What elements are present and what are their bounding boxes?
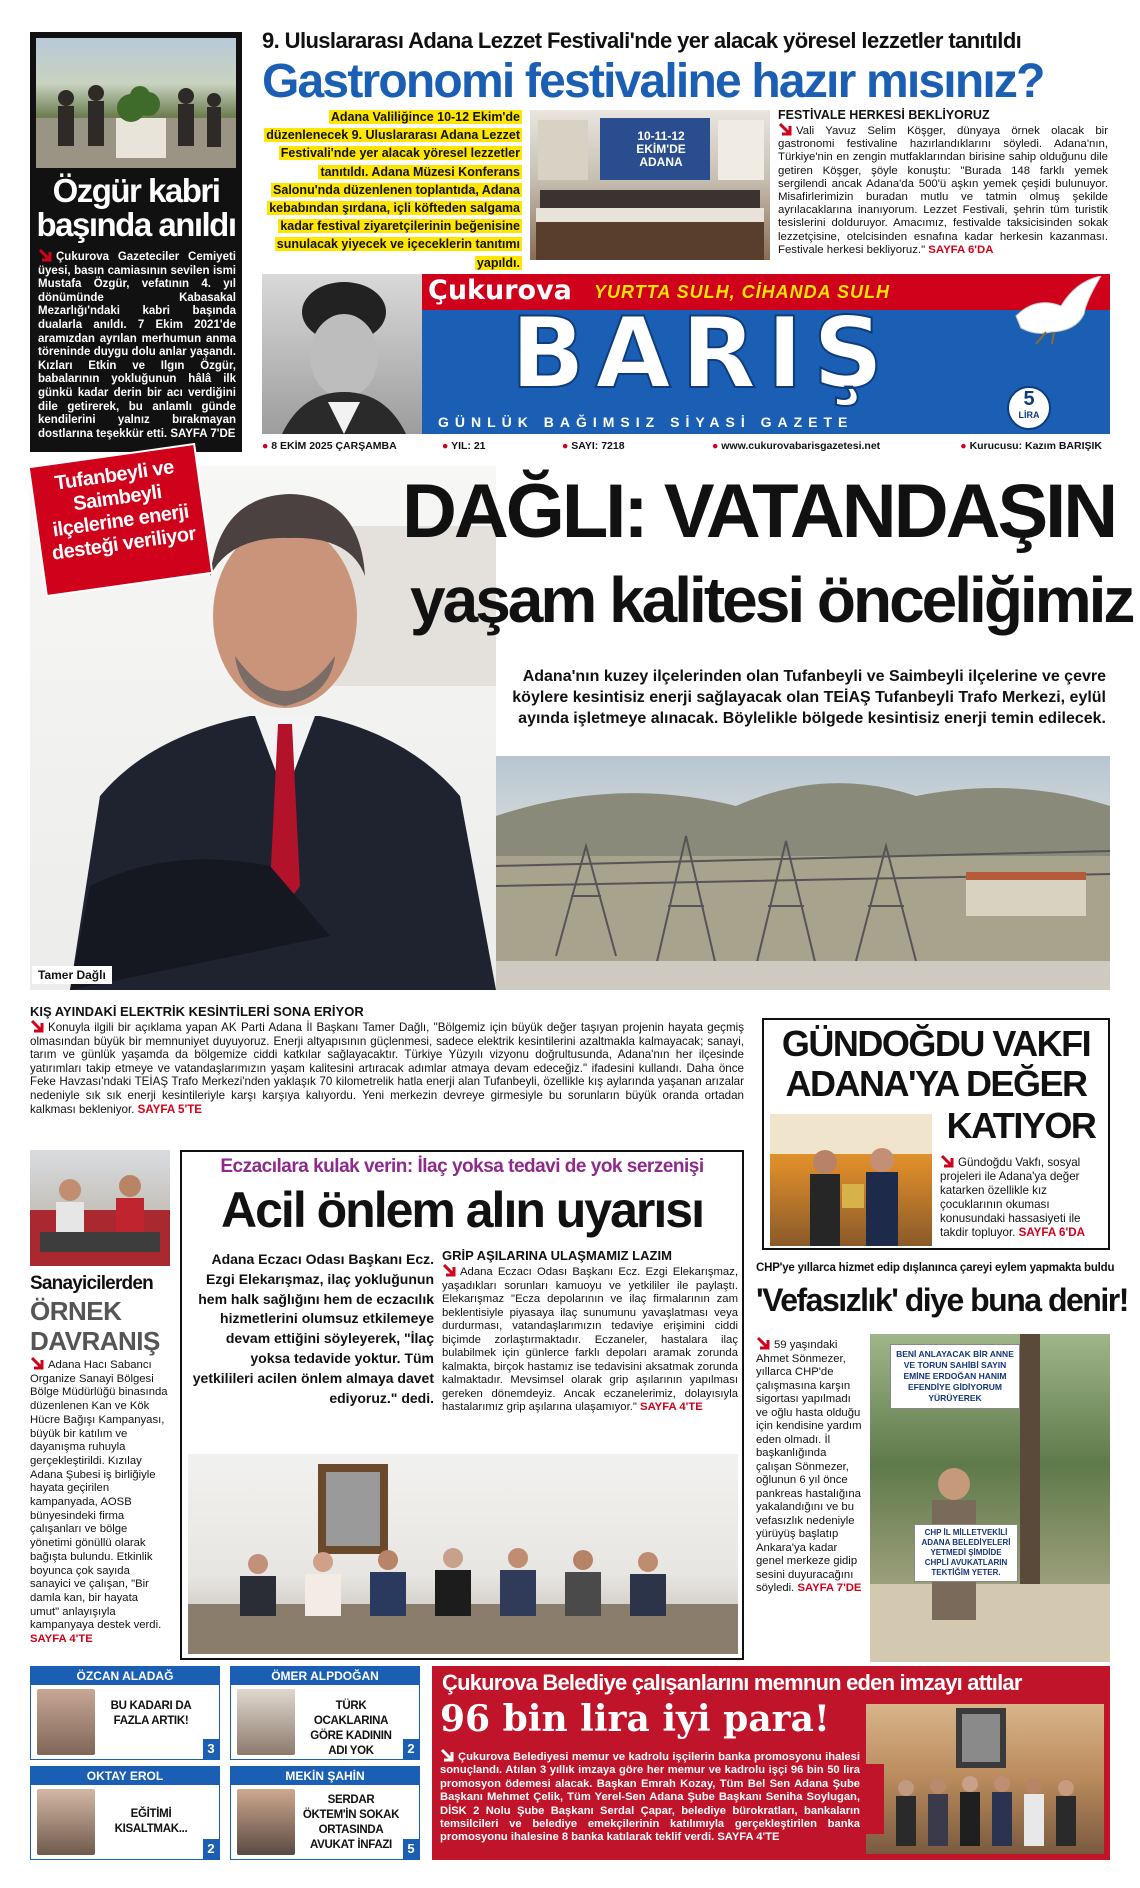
festival-kicker: 9. Uluslararası Adana Lezzet Festivali'nde yer alacak yöresel lezzetler tanıtıldı — [262, 28, 1022, 53]
belediye-photo — [866, 1704, 1104, 1854]
column-card[interactable] — [30, 1766, 220, 1860]
substation-photo — [496, 756, 1110, 990]
eczaci-text: GRİP AŞILARINA ULAŞMAMIZ LAZIM Adana Eczacı Odası Başkanı Ecz. Ezgi Elekarışmaz, yaşadıkları sorunları kamuoyu ve yetkililer ile paylaştı. Elekarışmaz "Ecza depolarının ve ilaç firmalarının zam beklentisiyle piyasaya ilaç sunumunu yavaşlatması veya durdurması, vatandaşlarımızın tedaviye erişimini ciddi biçimde zorlaştırmaktadır. Eczaneler, hastalara ilaç bulabilmek için günlerce farklı depoları aramak zorunda kalmakta, birçok hastamız ise tedavisini aksatmak zorunda kalmaktadır. Mevsimsel olarak grip aşılarının yapılması gereken dönemdeyiz. Ancak eczanelerimiz, dolayısıyla hastalarımız grip aşılarına ulaşamıyor." SAYFA 4'TE — [442, 1248, 738, 1413]
column-title: SERDAR ÖKTEM'İN SOKAK ORTASINDA AVUKAT İNFAZI — [302, 1794, 400, 1851]
sanayi-title2: ÖRNEK — [30, 1296, 122, 1326]
price-unit: LİRA — [1018, 410, 1040, 420]
belediye-kicker: Çukurova Belediye çalışanlarını memnun eden imzayı attılar — [442, 1670, 1022, 1695]
avatar — [37, 1689, 95, 1755]
column-page: 2 — [203, 1839, 219, 1859]
price-value: 5 — [1023, 388, 1035, 410]
festival-headline: Gastronomi festivaline hazır mısınız? — [262, 55, 1044, 108]
main-headline2: yaşam kalitesi önceliğimiz — [410, 564, 1133, 636]
eczaci-kicker: Eczacılara kulak verin: İlaç yoksa tedavi de yok serzenişi — [220, 1156, 704, 1177]
gundogdu-h1: GÜNDOĞDU VAKFI — [781, 1023, 1091, 1064]
column-title: TÜRK OCAKLARINA GÖRE KADININ ADI YOK — [310, 1700, 392, 1757]
masthead-name: BARIŞ — [510, 297, 894, 411]
issue-year: ● YIL: 21 — [442, 440, 486, 452]
column-page: 3 — [203, 1739, 219, 1759]
arrow-icon — [940, 1154, 954, 1168]
issue-date: ● 8 EKİM 2025 ÇARŞAMBA — [262, 440, 397, 452]
gundogdu-body: Gündoğdu Vakfı, sosyal projeleri ile Adana'ya değer katarken özellikle kız çocuklarının okuması konusundaki hassasiyeti ile takdir topluyor. SAYFA 6'DA — [940, 1156, 1085, 1239]
arrow-icon — [778, 122, 792, 136]
vefasizlik-photo — [870, 1334, 1110, 1662]
festival-sub: FESTİVALE HERKESİ BEKLİYORUZ — [778, 108, 990, 122]
gundogdu-photo — [770, 1114, 932, 1246]
website-link[interactable]: ● www.cukurovabarisgazetesi.net — [712, 440, 881, 452]
eczaci-headline: Acil önlem alın uyarısı — [221, 1182, 703, 1238]
dove-icon — [1006, 276, 1106, 346]
arrow-icon — [440, 1748, 454, 1762]
masthead — [262, 274, 1110, 434]
ataturk-portrait — [262, 274, 422, 434]
main-lead: Adana'nın kuzey ilçelerinden olan Tufanbeyli ve Saimbeyli ilçelerine ve çevre köylere kesintisiz enerji sağlayacak olan TEİAŞ Tufanbeyli Trafo Merkezi, eylül ayında işletmeye alınacak. Böylelikle bölgede kesintisiz enerji temin edilecek. — [512, 668, 1106, 727]
festival-highlight: Adana Valiliğince 10-12 Ekim'de düzenlenecek 9. Uluslararası Adana Lezzet Festivali'nde yer alacak yöresel lezzetler tanıtıldı. Adana Müzesi Konferans Salonu'nda düzenlenen toplantıda, Adana kebabından şırdana, içli köfteden salgama kadar festival ziyaretçilerinin beğenisine sunulacak yiyecek ve içeceklerin tanıtımı yapıldı. — [266, 110, 520, 270]
masthead-info — [262, 440, 1110, 456]
column-author: ÖMER ALPDOĞAN — [231, 1667, 419, 1685]
sanayi-title1: Sanayicilerden — [30, 1273, 153, 1294]
masthead-tagline: GÜNLÜK BAĞIMSIZ SİYASİ GAZETE — [438, 414, 854, 430]
column-card[interactable] — [230, 1766, 420, 1860]
column-title: EĞİTİMİ KISALTMAK... — [114, 1808, 188, 1835]
ozgur-photo — [36, 38, 236, 168]
sanayi-photo — [30, 1150, 170, 1266]
arrow-icon — [30, 1356, 44, 1370]
column-author: OKTAY EROL — [31, 1767, 219, 1785]
column-author: ÖZCAN ALADAĞ — [31, 1667, 219, 1685]
energy-badge: Tufanbeyli ve Saimbeyli ilçelerine enerji desteği veriliyor — [30, 445, 211, 595]
columns-grid — [30, 1666, 422, 1860]
main-sub: KIŞ AYINDAKİ ELEKTRİK KESİNTİLERİ SONA ERİYOR — [30, 1004, 364, 1019]
sanayi-text: Sanayicilerden ÖRNEK DAVRANIŞ Adana Hacı Sabancı Organize Sanayi Bölgesi Bölge Müdürlüğü binasında düzenlenen Kan ve Kök Hücre Bağışı Kampanyası, büyük bir katılım ve dayanışma ruhuyla gerçekleştirildi. Kızılay Adana Şubesi iş birliğiyle hayata geçirilen kampanyada, AOSB bünyesindeki firma çalışanları ve bölge yönetimi gönüllü olarak bağışta bulundu. Etkinlik boyunca çok sayıda sanayici ve çalışan, "Bir damla kan, bir hayata umut" anlayışıyla kampanyaya destek verdi. SAYFA 4'TE — [30, 1272, 170, 1647]
arrow-icon — [442, 1263, 456, 1277]
main-photo-area — [30, 456, 1133, 996]
avatar — [237, 1689, 295, 1755]
ozgur-box — [30, 32, 242, 452]
belediye-sayfa: SAYFA 4'TE — [717, 1831, 780, 1844]
column-page: 5 — [403, 1839, 419, 1859]
avatar — [37, 1789, 95, 1855]
main-headline1: DAĞLI: VATANDAŞIN — [402, 469, 1116, 554]
photo-caption: Tamer Dağlı — [32, 966, 112, 984]
eczaci-highlight: Adana Eczacı Odası Başkanı Ecz. Ezgi Elekarışmaz, ilaç yokluğunun hem halk sağlığını hem de eczacılık hizmetlerini olumsuz etkilemeye devam ettiğini söyleyerek, "İlaç yoksa tedavide yoktur. Tüm yetkilileri acilen önlem almaya davet ediyoruz." dedi. — [192, 1251, 434, 1406]
festival-photo-banner: 10-11-12 EKİM'DE ADANA — [636, 129, 686, 169]
belediye-body: Çukurova Belediyesi memur ve kadrolu işçilerin banka promosyonu ihalesi sonuçlandı. Atılan 3 yıllık imzaya göre her memur ve kadrolu işçi 96 bin 50 lira promosyon ödemesi alacak. Başkan Emrah Kozay, Tüm Bel Sen Adana Şube Başkanı Mehmet Çelik, Tüm Yerel-Sen Adana Şube Başkanı Seniha Soylugan, DİSK 2 Nolu Şube Başkanı Serdal Çapar, belediye bürokratları, bankaların temsilcileri ve belediye emekçilerinin katılımıyla gerçekleştirilen banka promosyonu ihalesine 8 banka katılarak teklif verdi. SAYFA 4'TE — [440, 1748, 860, 1845]
vefasizlik-body: 59 yaşındaki Ahmet Sönmezer, yıllarca CHP'de çalışmasına karşın sigortası yapılmadı ve oğlu hasta olduğu için kendisine yardım eden olmadı. İl başkanlığında çalışan Sönmezer, oğlunun 6 yıl önce pankreas hastalığına yakalandığını ve bu vefasızlık nedeniyle yürüyüş başlatıp Ankara'ya kadar genel merkeze gidip sesini duyuracağını söyledi. SAYFA 7'DE — [756, 1336, 864, 1596]
issue-number: ● SAYI: 7218 — [562, 440, 625, 452]
festival-photo — [530, 110, 770, 260]
belediye-box — [432, 1666, 1110, 1860]
masthead-cukurova: Çukurova — [428, 275, 572, 306]
gundogdu-h3: KATIYOR — [946, 1105, 1096, 1146]
arrow-icon — [30, 1019, 44, 1033]
gundogdu-box — [762, 1018, 1110, 1250]
vefasizlik-headline: 'Vefasızlık' diye buna denir! — [756, 1282, 1128, 1318]
sanayi-title3: DAVRANIŞ — [30, 1326, 160, 1356]
festival-text: FESTİVALE HERKESİ BEKLİYORUZ Vali Yavuz Selim Köşger, dünyaya örnek olacak bir gastronomi festivaline hazırlandıklarını söyledi. Adana'nın, Türkiye'nin en zengin mutfaklarından birisine sahip olduğunu dile getiren Köşger, şöyle konuştu: "Burada 148 farklı yemek sergilendi ancak Adana'da 500'ü aşkın yemek çeşidi bulunuyor. Misafirlerimizin buradan mutlu ve tatmin olmuş şekilde ayrılacaklarına inanıyorum. Lezzet Festivali, şehrin tüm turistik tesislerini dolduruyor. Amacımız, festivalde taksicisinden sokak lezzetçisine, otelcisinden esnafına kadar herkesin kazanması. Festivale herkesi bekliyoruz." SAYFA 6'DA — [778, 108, 1108, 256]
column-card[interactable] — [30, 1666, 220, 1760]
arrow-icon — [756, 1336, 770, 1350]
ozgur-body: Çukurova Gazeteciler Cemiyeti üyesi, basın camiasının sevilen ismi Mustafa Özgür, vefatının 4. yıl dönümünde Kabasakal Mezarlığı'ndaki kabri başında dualarla anıldı. 7 Ekim 2021'de aramızdan ayrılan merhumun anma töreninde duygu dolu anlar yaşandı. Kızları Etkin ve Ilgın Özgür, babalarının yokluğunun hâlâ ilk günkü kadar derin bir acı verdiğini dile getirerek, bu anlamlı günde kendilerini yalnız bırakmayan dostlarına teşekkür etti. SAYFA 7'DE — [38, 248, 236, 441]
column-author: MEKİN ŞAHİN — [231, 1767, 419, 1785]
price-badge — [1007, 386, 1051, 430]
column-page: 2 — [403, 1739, 419, 1759]
main-text: KIŞ AYINDAKİ ELEKTRİK KESİNTİLERİ SONA ERİYOR Konuyla ilgili bir açıklama yapan AK Parti Adana İl Başkanı Tamer Dağlı, "Bölgemiz için büyük değer taşıyan projenin hayata geçmiş olmasından büyük bir memnuniyet duyuyoruz. Enerji altyapısının güçlenmesi, sadece elektrik kesintilerini azaltmakla kalmayacak; sanayi, tarım ve günlük yaşamda da bölgemize ciddi katkılar sağlayacaktır. Türkiye Yüzyılı vizyonu doğrultusunda, Adana'nın her ilçesinde yatırımları takip etmeye ve vatandaşlarımızın yaşam kalitesini artıracak adımlar atmaya devam edeceğiz." ifadesini kullandı. Daha önce Feke Havzası'ndaki TEİAŞ Trafo Merkezi'nden yaklaşık 70 kilometrelik hatla enerji alan Tufanbeyli, özellikle kış aylarında yaşanan arızalar nedeniyle sık sık enerji kesintileriyle karşı karşıya kalıyordu. Yeni merkezin devreye girmesiyle bu sorunların büyük oranda ortadan kalkması bekleniyor. SAYFA 5'TE — [30, 1004, 744, 1116]
avatar — [237, 1789, 295, 1855]
eczaci-box — [180, 1150, 744, 1660]
protest-sign-top: BENİ ANLAYACAK BİR ANNE VE TORUN SAHİBİ SAYIN EMİNE ERDOĞAN HANIM EFENDİYE GİDİYORUM YÜRÜYEREK — [890, 1344, 1020, 1409]
gundogdu-h2: ADANA'YA DEĞER — [785, 1063, 1087, 1104]
belediye-headline: 96 bin lira iyi para! — [440, 1698, 830, 1740]
protest-sign-bottom: CHP İL MİLLETVEKİLİ ADANA BELEDİYELERİ YETMEDİ ŞİMDİDE CHPLİ AVUKATLARIN TEKTİĞİM YETER. — [914, 1524, 1018, 1582]
eczaci-photo — [188, 1454, 738, 1654]
eczaci-sub: GRİP AŞILARINA ULAŞMAMIZ LAZIM — [442, 1248, 672, 1263]
ozgur-title: Özgür kabri başında anıldı — [36, 172, 236, 243]
vefasizlik-kicker: CHP'ye yıllarca hizmet edip dışlanınca çareyi eylem yapmakta buldu — [756, 1262, 1115, 1274]
arrow-icon — [38, 248, 52, 262]
column-card[interactable] — [230, 1666, 420, 1760]
founder: ● Kurucusu: Kazım BARIŞIK — [960, 440, 1102, 452]
column-title: BU KADARI DA FAZLA ARTIK! — [110, 1700, 192, 1727]
masthead-motto: YURTTA SULH, CİHANDA SULH — [594, 282, 890, 302]
